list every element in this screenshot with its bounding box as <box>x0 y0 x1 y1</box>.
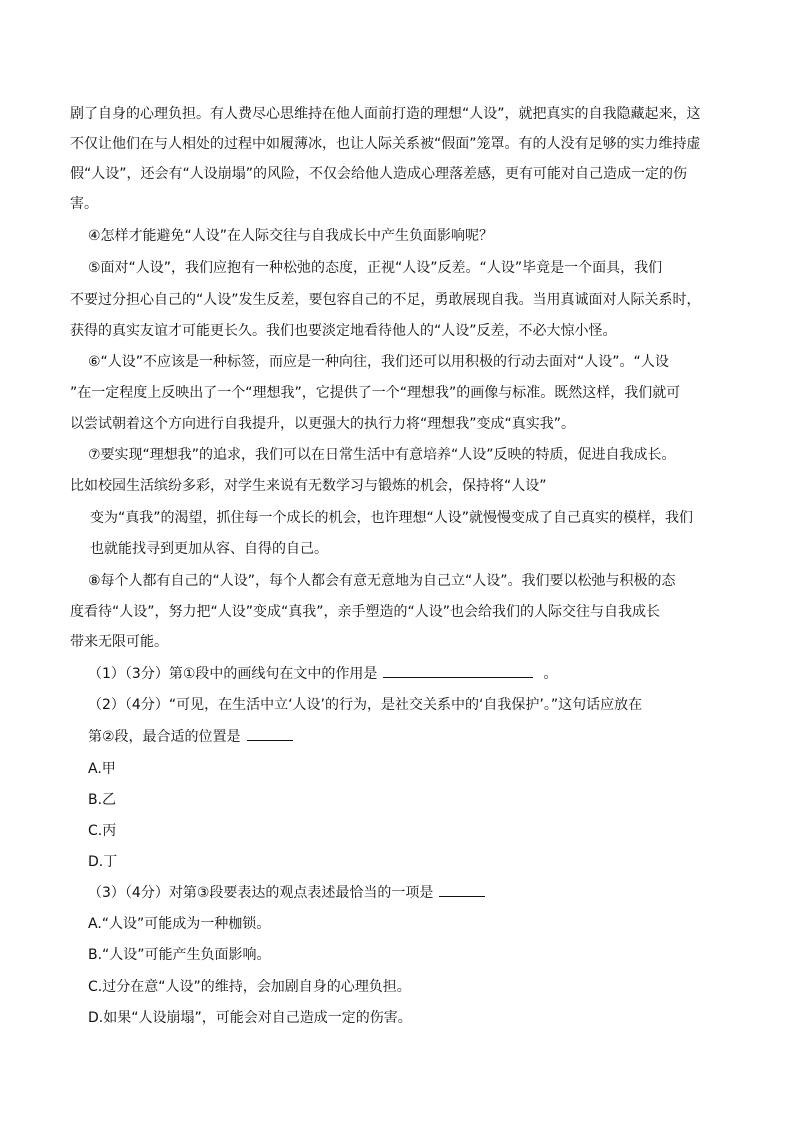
passage-line: 变为“真我”的渴望，抓住每一个成长的机会，也许理想“人设”就慢慢变成了自己真实的模样，我们 <box>90 510 694 526</box>
option-a[interactable]: A.甲 <box>88 761 116 777</box>
answer-blank[interactable] <box>247 726 293 741</box>
passage-line: 获得的真实友谊才可能更长久。我们也要淡定地看待他人的“人设”反差，不必大惊小怪。 <box>70 323 617 339</box>
paragraph-6: ⑥“人设”不应该是一种标签，而应是一种向往，我们还可以用积极的行动去面对“人设”。“人设 <box>88 354 669 370</box>
question-1-suffix: 。 <box>543 666 558 682</box>
passage-line: 也就能找寻到更加从容、自得的自己。 <box>90 541 328 557</box>
option-d[interactable]: D.如果“人设崩塌”，可能会对自己造成一定的伤害。 <box>88 1010 412 1026</box>
passage-line: 度看待“人设”，努力把“人设”变成“真我”，亲手塑造的“人设”也会给我们的人际交往与自我成长 <box>70 604 661 620</box>
question-1-text: （1）（3分）第①段中的画线句在文中的作用是 <box>88 666 378 682</box>
passage-line: 假“人设”，还会有“人设崩塌”的风险，不仅会给他人造成心理落差感，更有可能对自己造成一定的伤 <box>70 166 688 182</box>
option-c[interactable]: C.过分在意“人设”的维持，会加剧自身的心理负担。 <box>88 979 411 995</box>
passage-line: 害。 <box>70 196 98 212</box>
passage-line: 比如校园生活缤纷多彩，对学生来说有无数学习与锻炼的机会，保持将“人设” <box>70 478 547 494</box>
paragraph-8: ⑧每个人都有自己的“人设”，每个人都会有意无意地为自己立“人设”。我们要以松弛与积极的态 <box>88 573 676 589</box>
question-3-text: （3）（4分）对第③段要表达的观点表述最恰当的一项是 <box>88 885 434 901</box>
answer-blank[interactable] <box>439 882 485 897</box>
question-1 <box>88 660 725 688</box>
option-b[interactable]: B.“人设”可能产生负面影响。 <box>88 947 271 963</box>
passage-line: 剧了自身的心理负担。有人费尽心思维持在他人面前打造的理想“人设”，就把真实的自我隐藏起来，这 <box>70 106 701 122</box>
answer-blank[interactable] <box>383 663 533 678</box>
question-2-continued <box>88 723 725 751</box>
option-d[interactable]: D.丁 <box>88 854 118 870</box>
passage-line: 带来无限可能。 <box>70 634 168 650</box>
option-c[interactable]: C.丙 <box>88 823 117 839</box>
passage-line: 不仅让他们在与人相处的过程中如履薄冰，也让人际关系被“假面”笼罩。有的人没有足够的实力维持虚 <box>70 136 701 152</box>
option-b[interactable]: B.乙 <box>88 792 117 808</box>
question-2: （2）（4分）“可见，在生活中立‘人设’的行为，是社交关系中的‘自我保护’。”这句话应放在 <box>88 697 643 713</box>
paragraph-7: ⑦要实现“理想我”的追求，我们可以在日常生活中有意培养“人设”反映的特质，促进自我成长。 <box>88 447 676 463</box>
passage-line: 不要过分担心自己的“人设”发生反差，要包容自己的不足，勇敢展现自我。当用真诚面对人际关系时， <box>70 292 701 308</box>
paragraph-5: ⑤面对“人设”，我们应抱有一种松弛的态度，正视“人设”反差。“人设”毕竟是一个面具，我们 <box>88 260 663 276</box>
passage-line: ”在一定程度上反映出了一个“理想我”，它提供了一个“理想我”的画像与标准。既然这样，我们就可 <box>70 385 681 401</box>
paragraph-4: ④怎样才能避免“人设”在人际交往与自我成长中产生负面影响呢？ <box>88 228 494 244</box>
question-2-text: 第②段，最合适的位置是 <box>88 729 241 745</box>
option-a[interactable]: A.“人设”可能成为一种枷锁。 <box>88 916 271 932</box>
question-3 <box>88 879 725 907</box>
passage-line: 以尝试朝着这个方向进行自我提升，以更强大的执行力将“理想我”变成“真实我”。 <box>70 416 576 432</box>
